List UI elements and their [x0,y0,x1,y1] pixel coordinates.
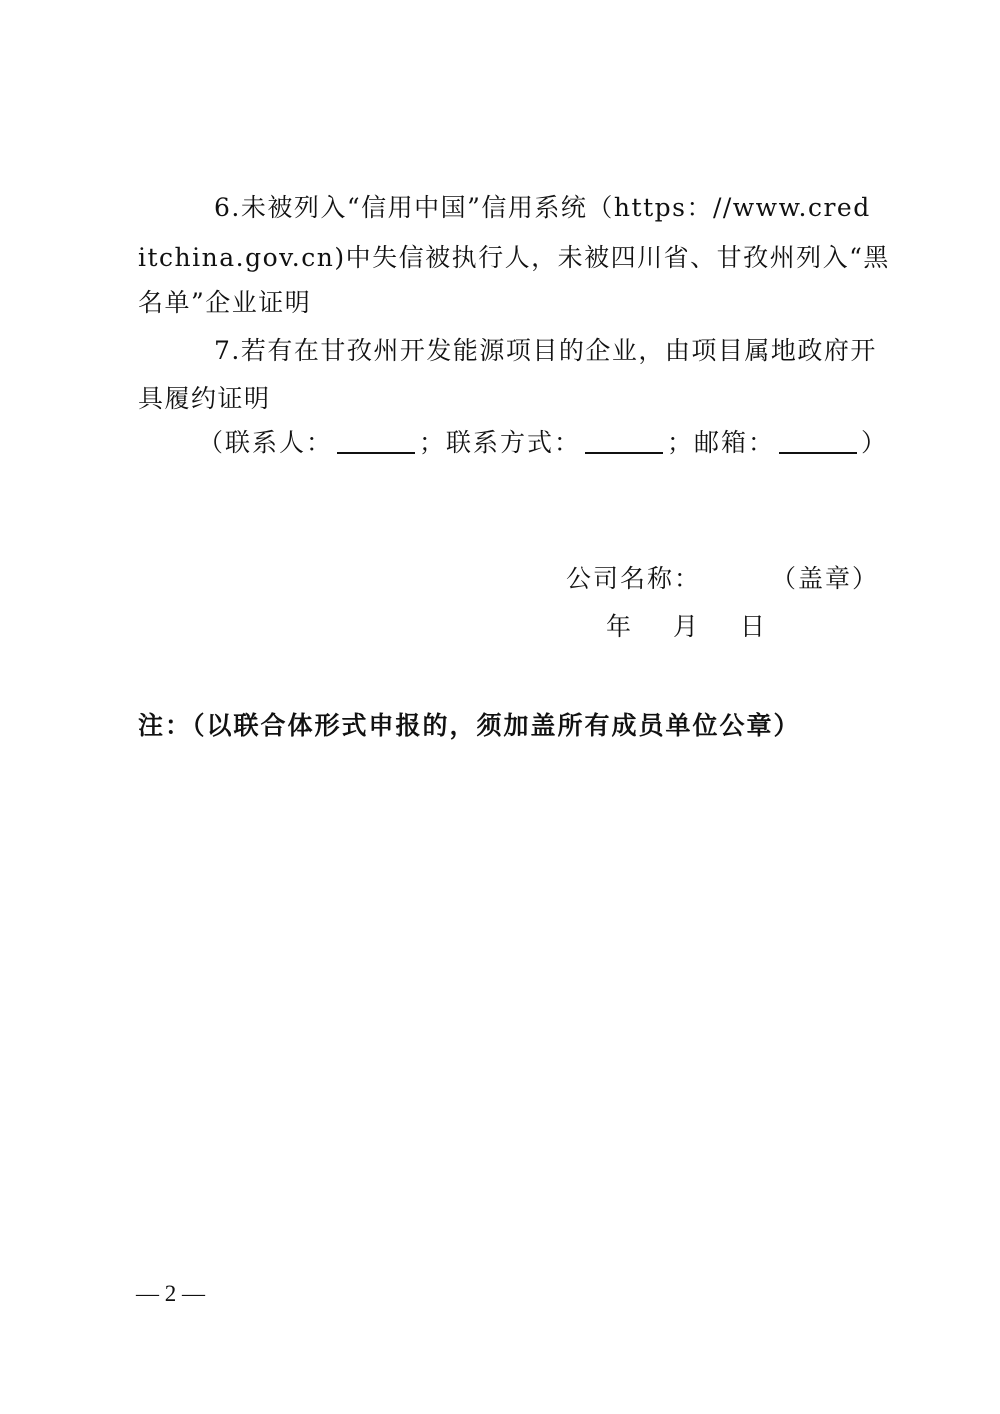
note-text: 注：（以联合体形式申报的，须加盖所有成员单位公章） [138,711,801,740]
contact-method-label: ；联系方式： [419,428,582,457]
company-name-label: 公司名称： [566,564,702,593]
day-label: 日 [740,612,766,641]
contact-person-blank[interactable] [337,430,415,454]
contact-person-label: （联系人： [198,428,334,457]
item-6-line-3: 名单”企业证明 [138,288,312,317]
item-6-line-2: itchina.gov.cn)中失信被执行人，未被四川省、甘孜州列入“黑 [138,243,890,272]
email-blank[interactable] [779,430,857,454]
contact-method-blank[interactable] [585,430,663,454]
year-label: 年 [606,612,632,641]
item-6-line-1: 6.未被列入“信用中国”信用系统（https：//www.cred [214,193,871,222]
item-7-line-2: 具履约证明 [138,384,271,413]
page-number: — 2 — [136,1281,205,1306]
contact-line [198,430,888,455]
email-label: ；邮箱： [667,428,776,457]
stamp-label: （盖章） [771,564,880,593]
contact-close: ） [861,428,889,457]
item-7-line-1: 7.若有在甘孜州开发能源项目的企业，由项目属地政府开 [214,336,877,365]
date-row [606,614,807,639]
company-signature-row [566,566,879,591]
month-label: 月 [673,612,699,641]
